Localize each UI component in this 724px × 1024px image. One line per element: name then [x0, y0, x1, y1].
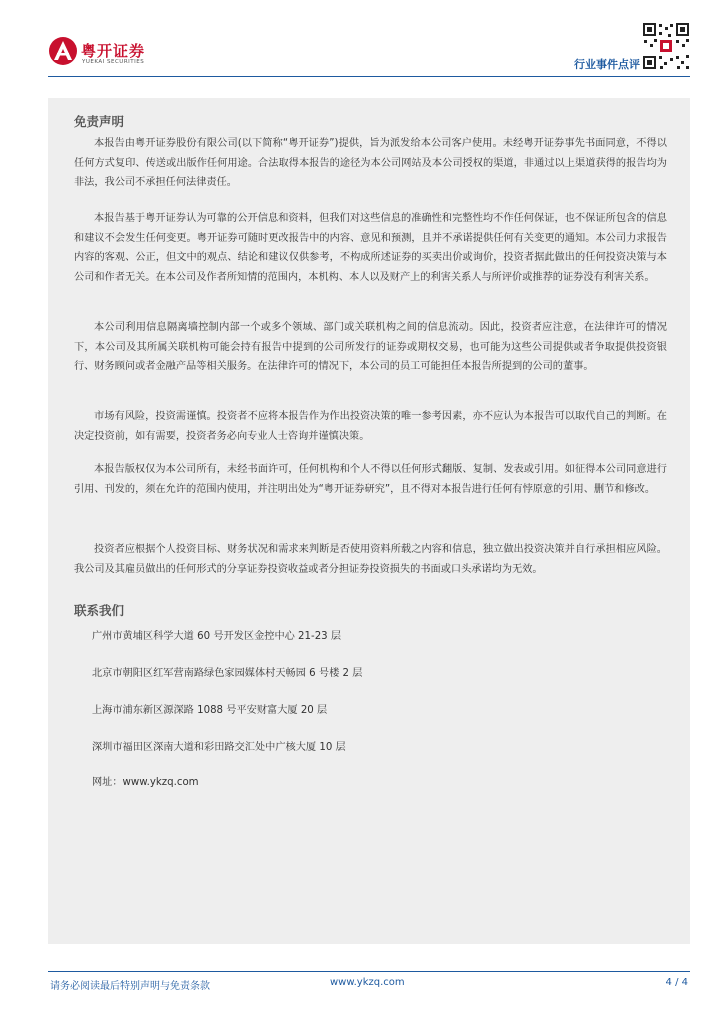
yuekai-logo-icon — [48, 36, 78, 66]
disclaimer-paragraph-3: 本公司利用信息隔离墙控制内部一个或多个领域、部门或关联机构之间的信息流动。因此，投资者应注意，在法律许可的情况下，本公司及其所属关联机构可能会持有报告中提到的公司所发行的证券或期权交易，也可能为这些公司提供或者争取提供投资银行、财务顾问或者金融产品等相关服务。在法律许可的情况下，本公司的员工可能担任本报告所提到的公司的董事。 — [74, 322, 667, 372]
disclaimer-paragraph-2: 本报告基于粤开证券认为可靠的公开信息和资料，但我们对这些信息的准确性和完整性均不作任何保证，也不保证所包含的信息和建议不会发生任何变更。粤开证券可随时更改报告中的内容、意见和预测，且并不承诺提供任何有关变更的通知。本公司力求报告内容的客观、公正，但文中的观点、结论和建议仅供参考，不构成所述证券的买卖出价或询价，投资者据此做出的任何投资决策与本公司和作者无关。在本公司及作者所知情的范围内，本机构、本人以及财产上的利害关系人与所评价或推荐的证券没有利害关系。 — [74, 213, 667, 283]
footer-divider — [48, 971, 690, 972]
header-divider — [48, 76, 690, 77]
address-shenzhen: 深圳市福田区深南大道和彩田路交汇处中广核大厦 10 层 — [92, 742, 346, 753]
report-type-label: 行业事件点评 — [574, 58, 640, 71]
address-shanghai: 上海市浦东新区源深路 1088 号平安财富大厦 20 层 — [92, 705, 328, 716]
disclaimer-panel — [48, 98, 690, 944]
company-logo — [48, 36, 168, 72]
address-beijing: 北京市朝阳区红军营南路绿色家园媒体村天畅园 6 号楼 2 层 — [92, 668, 363, 679]
footer-notice: 请务必阅读最后特别声明与免责条款 — [50, 981, 210, 992]
qr-code-icon — [642, 22, 690, 70]
brand-name-en: YUEKAI SECURITIES — [82, 59, 145, 65]
contact-title: 联系我们 — [74, 603, 125, 618]
page-header — [0, 0, 724, 80]
disclaimer-paragraph-6: 投资者应根据个人投资目标、财务状况和需求来判断是否使用资料所载之内容和信息，独立做出投资决策并自行承担相应风险。我公司及其雇员做出的任何形式的分享证券投资收益或者分担证券投资损失的书面或口头承诺均为无效。 — [74, 544, 667, 575]
website-line[interactable]: 网址：www.ykzq.com — [92, 777, 199, 788]
brand-name-cn: 粤开证券 — [81, 42, 146, 60]
footer-url-link[interactable]: www.ykzq.com — [330, 977, 405, 988]
page-number: 4 / 4 — [665, 977, 688, 988]
address-guangzhou: 广州市黄埔区科学大道 60 号开发区金控中心 21-23 层 — [92, 631, 342, 642]
disclaimer-paragraph-1: 本报告由粤开证券股份有限公司(以下简称“粤开证券”)提供，旨为派发给本公司客户使用。未经粤开证券事先书面同意，不得以任何方式复印、传送或出版作任何用途。合法取得本报告的途径为本公司网站及本公司授权的渠道，非通过以上渠道获得的报告均为非法，我公司不承担任何法律责任。 — [74, 138, 667, 188]
disclaimer-paragraph-5: 本报告版权仅为本公司所有，未经书面许可，任何机构和个人不得以任何形式翻版、复制、发表或引用。如征得本公司同意进行引用、刊发的，须在允许的范围内使用，并注明出处为“粤开证券研究”，且不得对本报告进行任何有悖原意的引用、删节和修改。 — [74, 464, 667, 495]
disclaimer-paragraph-4: 市场有风险，投资需谨慎。投资者不应将本报告作为作出投资决策的唯一参考因素，亦不应认为本报告可以取代自己的判断。在决定投资前，如有需要，投资者务必向专业人士咨询并谨慎决策。 — [74, 411, 667, 442]
disclaimer-title: 免责声明 — [74, 114, 125, 129]
